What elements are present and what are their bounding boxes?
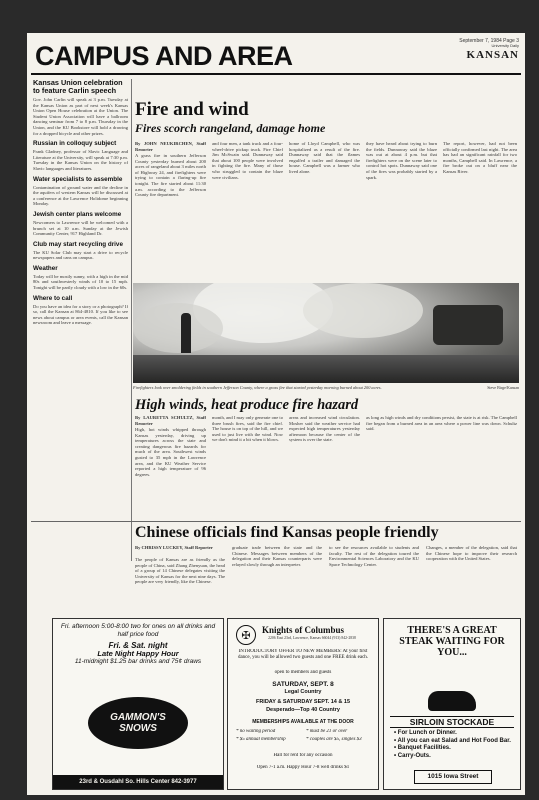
knights-event-2: FRIDAY & SATURDAY SEPT. 14 & 15 [255, 699, 351, 705]
gammons-line-1: Fri. afternoon 5:00-8:00 two for ones on all drinks and half price food [60, 623, 216, 638]
fire-truck-figure [433, 305, 503, 345]
gammons-line-2: Fri. & Sat. night [108, 641, 168, 650]
gammons-line-3: Late Night Happy Hour [97, 649, 179, 658]
knights-intro: INTRODUCTORY OFFER TO NEW MEMBERS: At your first dance, you will be allowed two guests and one FREE drink each. [237, 649, 369, 660]
left-headline-5: Club may start recycling drive [33, 240, 123, 248]
fire-photo-credit: Steve Birge/Kansan [487, 385, 519, 390]
left-story-5: The KU Solar Club may start a drive to recycle newspapers and cans on campus. [33, 249, 128, 261]
left-headline-3: Water specialists to assemble [33, 175, 123, 183]
fire-col-4: they have heard about trying to burn the fields. Dunnaway said the blaze was out at about 4 p.m. but that firefighters were on the scene later to control hot spots. Dunnaway said one of the fires was probably started by a spark. [366, 141, 437, 180]
gammons-line-4: 11-midnight $1.25 bar drinks and 75¢ draws [74, 658, 202, 665]
fire-photo [133, 283, 519, 383]
knights-memberships: MEMBERSHIPS AVAILABLE AT THE DOOR [252, 719, 354, 725]
gammons-logo-text: GAMMON'S SNOWS [110, 712, 166, 734]
heat-col-1: High, hot winds whipped through Kansas yesterday, driving up temperatures across the state and creating dangerous fire hazards for much of the area. Southwest winds gusted to 35 mph in the Lawrence area, and the KU Weather Service reported a high temperature of 96 degrees. [135, 427, 206, 477]
left-story-1: Gov. John Carlin will speak at 3 p.m. Tuesday at the Kansas Union as part of next week's Kansas Union Open House celebration at the Union. The Student Union Association will have a ballroom dancing seminar from 7 to 8 p.m. Thursday in the Union, and the KU Bookstore will hold a drawing for a dropped bicycle and other prizes. [33, 97, 128, 136]
date-page: September 7, 1984 Page 3 [459, 38, 519, 44]
heat-col-4: as long as high winds and dry conditions persist, the state is at risk. The Campbell fire began from a burned area in an area where a power line was down. Schultz said. [366, 415, 517, 432]
column-divider [131, 79, 132, 561]
knights-event-2-sub: Desperado—Top 40 Country [266, 707, 340, 713]
heat-col-2: month, and I may only generate one to three brush fires, said the fire chief. The house is on top of the hill, and we used to just live with the wind. Now we don't mind it a bit when it blows. [212, 415, 283, 443]
sirloin-headline: THERE'S A GREAT STEAK WAITING FOR YOU... [399, 625, 505, 658]
chinese-col-4: Changes, a member of the delegation, said that the Chinese hope to improve their research cooperation with the United States. [426, 545, 517, 562]
fire-col-3: home of Lloyd Campbell, who was hospitalized as a result of the fire. Dunnaway said that the flames engulfed a trailer and damaged the house. Campbell was a farmer who lived alone. [289, 141, 360, 174]
burned-field [133, 355, 519, 383]
knights-hours: Open 7-1 a.m. Happy Hour 7-8 well drinks $1 [256, 765, 350, 770]
fire-headline: Fire and wind [135, 99, 249, 120]
paper-small-name: University Daily [491, 43, 519, 48]
fire-subhead: Fires scorch rangeland, damage home [135, 121, 326, 135]
fire-photo-caption: Firefighters look over smoldering fields in southern Jefferson County, where a grass fire that started yesterday morning burned about 200 acres. [133, 385, 382, 390]
sirloin-ad [383, 618, 521, 790]
gammons-logo [88, 697, 188, 749]
knights-waiting: * no waiting period [236, 729, 276, 734]
knights-age: * must be 21 or over [306, 729, 348, 734]
left-story-4: Newcomers to Lawrence will be welcomed with a brunch set at 10 a.m. Sunday at the Jewish Community Center, 917 Highland Dr. [33, 219, 128, 237]
paper-name: KANSAN [466, 49, 519, 61]
sirloin-brand: SIRLOIN STOCKADE [390, 716, 514, 728]
chinese-headline: Chinese officials find Kansas people friendly [135, 524, 439, 541]
sirloin-bullet-4: • Carry-Outs. [394, 752, 431, 759]
knights-org: Knights of Columbus [262, 625, 345, 635]
left-headline-1: Kansas Union celebration to feature Carlin speech [33, 79, 123, 95]
cow-icon [428, 691, 476, 711]
newspaper-page [27, 33, 525, 795]
left-story-3: Contamination of ground water and the decline in the aquifers of western Kansas will be discussed at a conference at the Lawrence Holidome beginning Monday. [33, 184, 128, 207]
section-title: CAMPUS AND AREA [35, 41, 293, 71]
knights-open: open to members and guests [274, 670, 332, 675]
sirloin-address: 1015 Iowa Street [414, 770, 492, 784]
heat-byline: By LAURETTA SCHULTZ, Staff Reporter [135, 415, 206, 425]
sirloin-bullet-1: • For Lunch or Dinner. [394, 730, 457, 736]
masthead-rule [31, 73, 521, 75]
left-column [33, 79, 128, 561]
gammons-ad [52, 618, 224, 790]
heat-headline: High winds, heat produce fire hazard [135, 397, 359, 413]
fire-byline: By JOHN NEUKIRCHEN, Staff Reporter [135, 141, 206, 151]
heat-col-3: areas and increased wind circulation. Mosher said the weather service had expected high temperatures yesterday afternoon because the center of the system is over the state. [289, 415, 360, 443]
sirloin-bullet-2: • All you can eat Salad and Hot Food Bar. [394, 737, 511, 744]
left-story-2: Frank Gladney, professor of Slavic Language and Literature at the University, will speak at 7:30 p.m. Tuesday in the Kansas Union on the history of Slavic languages and literatures. [33, 149, 128, 171]
chinese-byline: By CHRISSY LUCKEY, Staff Reporter [135, 545, 213, 550]
knights-event-1-sub: Legal Country [284, 689, 322, 695]
knights-event-1: SATURDAY, SEPT. 8 [272, 681, 334, 688]
left-story-6: Today will be mostly sunny, with a high in the mid 80s and southwesterly winds of 10 to 15 mph. Tonight will be partly cloudy with a low in the 60s. [33, 273, 128, 291]
fire-col-5: The report, however, had not been officially confirmed last night. The area has had an significant rainfall for two months, Campbell said. In Lawrence, a fire broke out on a bluff near the Kansas River. [443, 141, 517, 174]
left-headline-4: Jewish center plans welcome [33, 210, 122, 218]
knights-fee: * $5 annual membership [236, 737, 286, 742]
gammons-address: 23rd & Ousdahl So. Hills Center 842-3977 [53, 775, 223, 789]
firefighter-figure [181, 313, 191, 353]
fire-col-1: A grass fire in southern Jefferson County yesterday burned about 200 acres of rangeland about 3 miles north of Highway 24, and firefighters were trying to contain a flaring-up fire tonight. The fire started about 11:30 a.m. according to the Jefferson County fire department. [135, 153, 206, 198]
chinese-col-1: The people of Kansas are as friendly as the people of China, said Zhang Zhenyuan, the head of a group of 14 Chinese delegates visiting the University of Kansas for the next nine days. The people are very friendly, like the Chinese. [135, 557, 225, 585]
sirloin-bullet-3: • Banquet Facilities. [394, 745, 451, 751]
knights-emblem-icon: ✠ [236, 625, 256, 645]
fire-col-2: and four men, a tank truck and a four-wheel-drive pickup truck. Fire Chief Jim McSwain said. Dunnaway said that about 100 people were involved in fighting the fire. Many of those who struggled to contain the blaze were civilians. [212, 141, 283, 180]
knights-address: 2206 East 23rd, Lawrence, Kansas 66044 (913) 842-2838 [268, 636, 356, 640]
knights-hall: Hall for rent for any occasion [273, 753, 333, 758]
section-rule [31, 521, 521, 522]
chinese-col-2: graduate trade between the state and the Chinese. Messages between members of the delegation and their Kansas counterparts were relayed slowly through an interpreter. [232, 545, 322, 567]
left-headline-7: Where to call [33, 294, 73, 302]
knights-couples: * couples are $5, singles $3 [306, 737, 362, 742]
left-headline-2: Russian in colloquy subject [33, 140, 117, 148]
chinese-col-3: to see the resources available to students and faculty. The rest of the delegation toured the Environmental Sciences Laboratory and the KU Space Technology Center. [329, 545, 419, 567]
left-headline-6: Weather [33, 264, 58, 272]
left-story-7: Do you have an idea for a story or a photograph? If so, call the Kansan at 864-4810. If you like to see news about campus or area events, call the Kansan newsroom and leave a message. [33, 303, 128, 326]
knights-ad [227, 618, 379, 790]
